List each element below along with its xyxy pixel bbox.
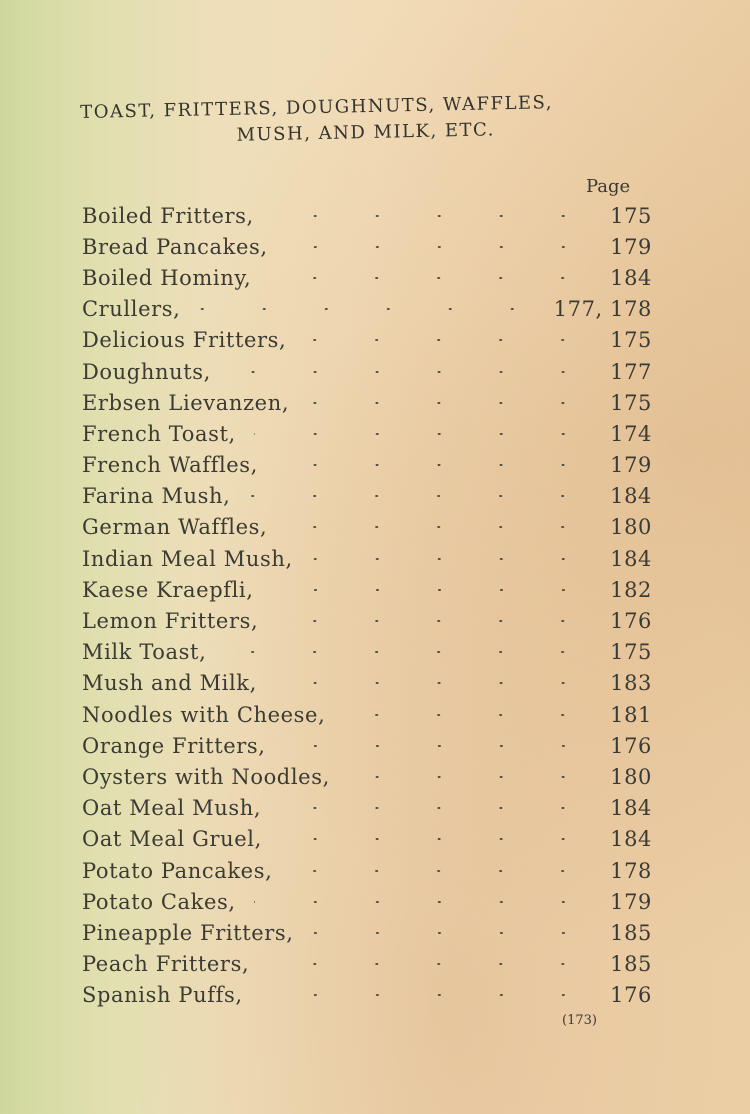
entry-page-number: 181 [610, 702, 652, 727]
section-heading [80, 88, 651, 152]
entry-page-number: 175 [610, 328, 652, 353]
index-entry [82, 917, 652, 948]
dot-leader [198, 308, 543, 310]
index-entry [82, 418, 652, 449]
recipe-index-list [82, 200, 652, 1011]
dot-leader [267, 963, 594, 965]
index-entry [82, 980, 652, 1011]
entry-page-number: 180 [610, 764, 652, 789]
entry-page-number: 185 [610, 920, 652, 945]
index-entry [82, 481, 652, 512]
entry-page-number: 175 [610, 640, 652, 665]
index-entry [82, 262, 652, 293]
entry-title: Mush and Milk, [82, 671, 257, 696]
index-entry [82, 325, 652, 356]
entry-title: Boiled Fritters, [82, 203, 254, 228]
dot-leader [285, 526, 594, 528]
entry-page-number: 182 [610, 577, 652, 602]
entry-page-number: 176 [610, 983, 652, 1008]
dot-leader [269, 277, 594, 279]
entry-page-number: 178 [610, 858, 652, 883]
index-entry [82, 637, 652, 668]
index-entry [82, 761, 652, 792]
heading-line-1: TOAST, FRITTERS, DOUGHNUTS, WAFFLES, [80, 92, 554, 123]
entry-title: Lemon Fritters, [82, 609, 259, 634]
index-entry [82, 356, 652, 387]
index-entry [82, 294, 652, 325]
entry-page-number: 184 [610, 265, 652, 290]
dot-leader [290, 870, 594, 872]
entry-title: Oat Meal Mush, [82, 796, 262, 821]
entry-title: Oysters with Noodles, [82, 764, 330, 789]
entry-page-number: 177 [610, 359, 652, 384]
index-entry [82, 450, 652, 481]
entry-title: Indian Meal Mush, [82, 546, 293, 571]
entry-page-number: 179 [610, 234, 652, 259]
entry-title: Erbsen Lievanzen, [82, 390, 290, 415]
entry-page-number: 179 [610, 453, 652, 478]
entry-page-number: 179 [610, 889, 652, 914]
dot-leader [275, 682, 594, 684]
entry-title: Kaese Kraepfli, [82, 577, 254, 602]
dot-leader [254, 901, 594, 903]
index-entry [82, 574, 652, 605]
index-entry [82, 605, 652, 636]
page-column-label: Page [586, 176, 631, 197]
entry-title: Milk Toast, [82, 640, 207, 665]
dot-leader [276, 620, 594, 622]
index-entry [82, 855, 652, 886]
dot-leader [304, 339, 594, 341]
entry-page-number: 185 [610, 952, 652, 977]
entry-title: Crullers, [82, 297, 181, 322]
dot-leader [229, 371, 594, 373]
dot-leader [307, 402, 594, 404]
index-entry [82, 231, 652, 262]
entry-title: Doughnuts, [82, 359, 211, 384]
index-entry [82, 793, 652, 824]
entry-title: Peach Fritters, [82, 952, 250, 977]
entry-title: Boiled Hominy, [82, 265, 252, 290]
index-entry [82, 886, 652, 917]
entry-title: Farina Mush, [82, 484, 231, 509]
entry-title: Orange Fritters, [82, 733, 266, 758]
heading-line-2: MUSH, AND MILK, ETC. [236, 119, 496, 146]
entry-title: German Waffles, [82, 515, 268, 540]
dot-leader [272, 589, 594, 591]
entry-title: Delicious Fritters, [82, 328, 287, 353]
index-entry [82, 949, 652, 980]
dot-leader [279, 807, 594, 809]
dot-leader [343, 714, 594, 716]
entry-title: French Waffles, [82, 453, 258, 478]
index-entry [82, 668, 652, 699]
entry-page-number: 176 [610, 733, 652, 758]
dot-leader [280, 838, 594, 840]
dot-leader [286, 246, 594, 248]
entry-title: Oat Meal Gruel, [82, 827, 262, 852]
dot-leader [276, 464, 594, 466]
entry-page-number: 184 [610, 546, 652, 571]
entry-page-number: 184 [610, 796, 652, 821]
index-entry [82, 730, 652, 761]
entry-title: French Toast, [82, 421, 236, 446]
index-entry [82, 387, 652, 418]
entry-page-number: 184 [610, 484, 652, 509]
index-entry [82, 200, 652, 231]
entry-title: Spanish Puffs, [82, 983, 243, 1008]
page-number: (173) [562, 1013, 597, 1028]
dot-leader [312, 932, 594, 934]
index-entry [82, 699, 652, 730]
index-entry [82, 512, 652, 543]
entry-title: Potato Pancakes, [82, 858, 273, 883]
entry-page-number: 177, 178 [553, 297, 652, 322]
dot-leader [254, 433, 594, 435]
entry-title: Bread Pancakes, [82, 234, 268, 259]
entry-title: Pineapple Fritters, [82, 920, 294, 945]
dot-leader [348, 776, 594, 778]
dot-leader [248, 495, 594, 497]
index-entry [82, 543, 652, 574]
entry-page-number: 184 [610, 827, 652, 852]
entry-title: Potato Cakes, [82, 889, 236, 914]
entry-page-number: 175 [610, 390, 652, 415]
entry-page-number: 175 [610, 203, 652, 228]
dot-leader [284, 745, 594, 747]
entry-title: Noodles with Cheese, [82, 702, 326, 727]
dot-leader [272, 215, 594, 217]
dot-leader [224, 651, 594, 653]
entry-page-number: 180 [610, 515, 652, 540]
entry-page-number: 174 [610, 421, 652, 446]
dot-leader [311, 558, 594, 560]
dot-leader [261, 994, 594, 996]
entry-page-number: 183 [610, 671, 652, 696]
entry-page-number: 176 [610, 609, 652, 634]
index-entry [82, 824, 652, 855]
